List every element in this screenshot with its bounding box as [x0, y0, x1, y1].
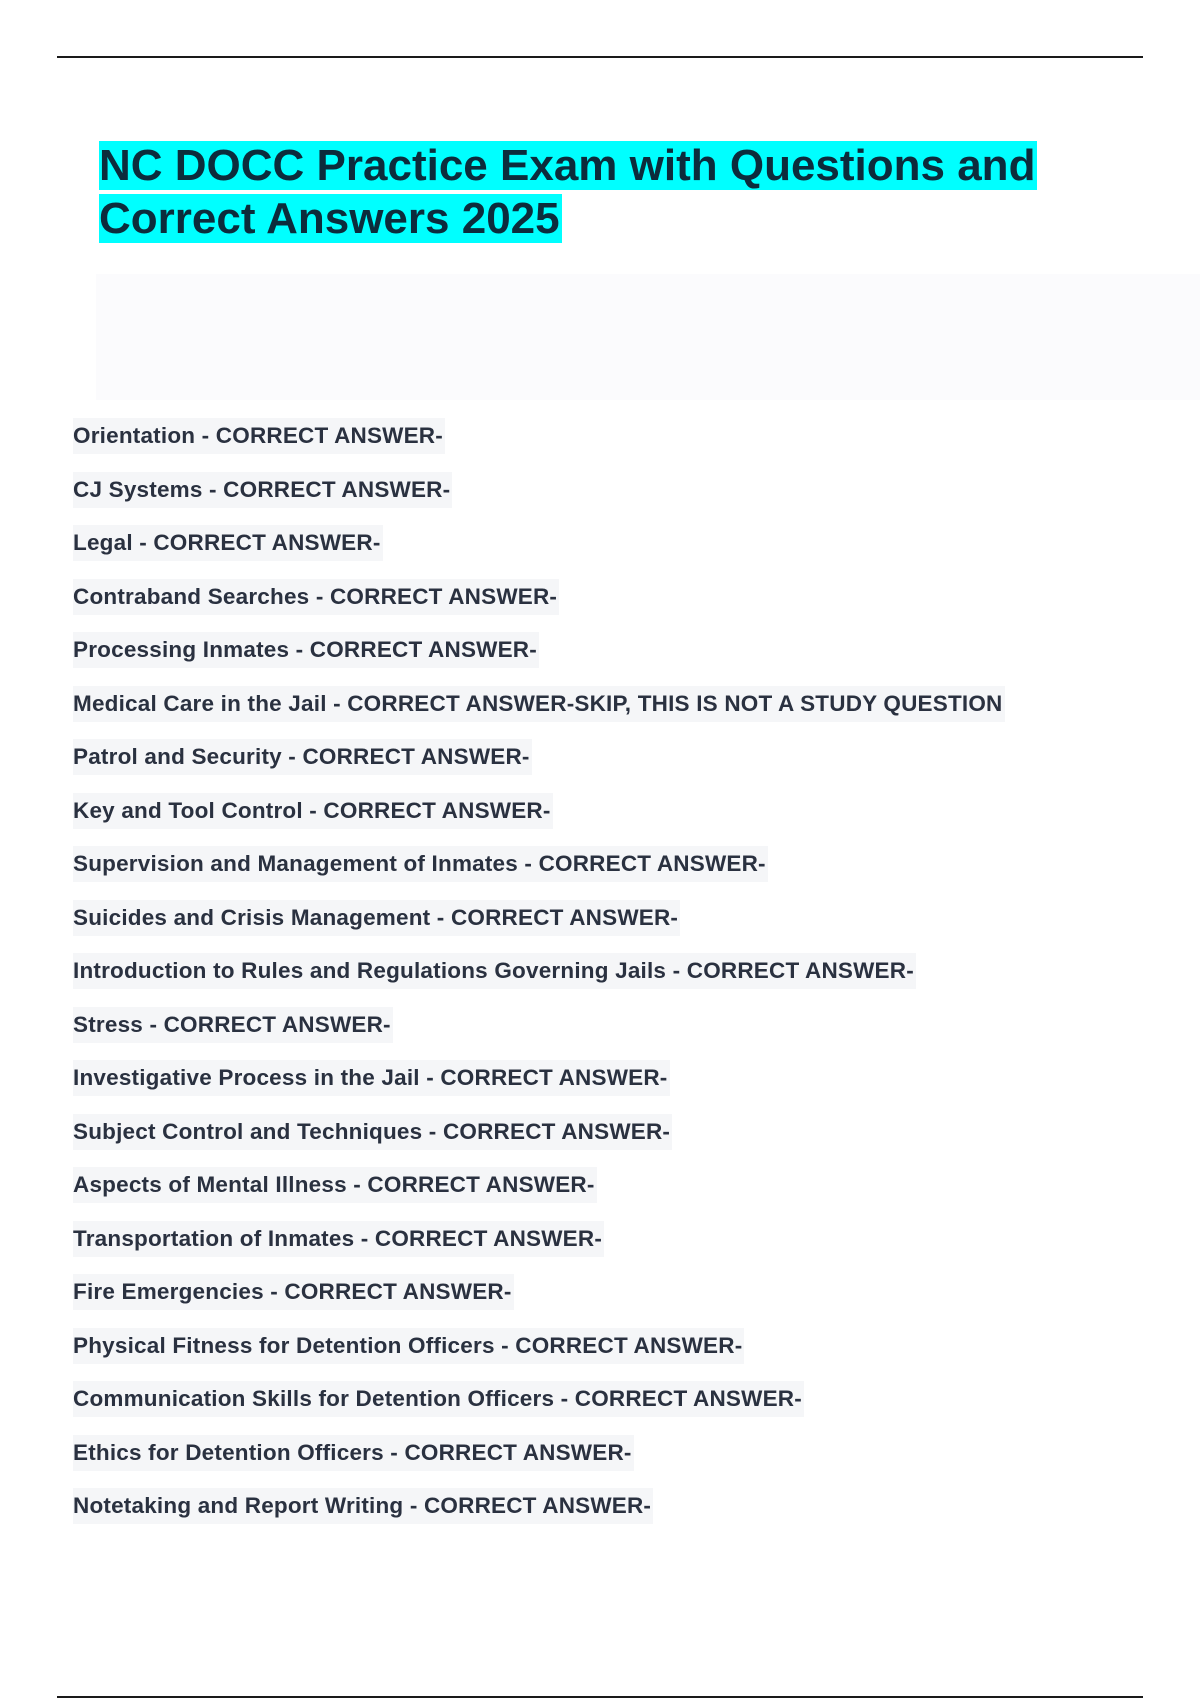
topic-item [73, 846, 1005, 900]
topic-text: Supervision and Management of Inmates - CORRECT ANSWER- [73, 846, 768, 882]
topic-item [73, 1167, 1005, 1221]
topic-item [73, 739, 1005, 793]
topic-text: Orientation - CORRECT ANSWER- [73, 418, 445, 454]
topic-item [73, 686, 1005, 740]
document-title [99, 139, 1099, 245]
header-rule [57, 56, 1143, 58]
topic-item [73, 1060, 1005, 1114]
topic-list [73, 418, 1005, 1542]
topic-text: Patrol and Security - CORRECT ANSWER- [73, 739, 532, 775]
topic-item [73, 525, 1005, 579]
topic-item [73, 1221, 1005, 1275]
topic-item [73, 1328, 1005, 1382]
topic-text: Introduction to Rules and Regulations Governing Jails - CORRECT ANSWER- [73, 953, 916, 989]
title-line-1: NC DOCC Practice Exam with Questions and [99, 141, 1036, 190]
topic-text: Physical Fitness for Detention Officers - CORRECT ANSWER- [73, 1328, 744, 1364]
topic-text: Investigative Process in the Jail - CORRECT ANSWER- [73, 1060, 670, 1096]
topic-text: Contraband Searches - CORRECT ANSWER- [73, 579, 559, 615]
topic-text: Communication Skills for Detention Officers - CORRECT ANSWER- [73, 1381, 804, 1417]
topic-text: Processing Inmates - CORRECT ANSWER- [73, 632, 539, 668]
title-line-2: Correct Answers 2025 [99, 194, 560, 243]
topic-item [73, 1435, 1005, 1489]
topic-item [73, 1488, 1005, 1542]
topic-item [73, 1274, 1005, 1328]
footer-rule [57, 1696, 1143, 1698]
topic-item [73, 1114, 1005, 1168]
topic-text: Subject Control and Techniques - CORRECT ANSWER- [73, 1114, 672, 1150]
topic-item [73, 793, 1005, 847]
topic-item [73, 579, 1005, 633]
topic-item [73, 1381, 1005, 1435]
topic-text: CJ Systems - CORRECT ANSWER- [73, 472, 452, 508]
topic-text: Ethics for Detention Officers - CORRECT ANSWER- [73, 1435, 634, 1471]
topic-text: Medical Care in the Jail - CORRECT ANSWER-SKIP, THIS IS NOT A STUDY QUESTION [73, 686, 1005, 722]
topic-text: Stress - CORRECT ANSWER- [73, 1007, 393, 1043]
topic-text: Fire Emergencies - CORRECT ANSWER- [73, 1274, 514, 1310]
topic-item [73, 1007, 1005, 1061]
topic-text: Aspects of Mental Illness - CORRECT ANSWER- [73, 1167, 597, 1203]
topic-item [73, 900, 1005, 954]
topic-text: Transportation of Inmates - CORRECT ANSWER- [73, 1221, 604, 1257]
topic-text: Key and Tool Control - CORRECT ANSWER- [73, 793, 553, 829]
topic-item [73, 472, 1005, 526]
topic-item [73, 632, 1005, 686]
topic-item [73, 953, 1005, 1007]
topic-text: Notetaking and Report Writing - CORRECT ANSWER- [73, 1488, 653, 1524]
intro-shaded-area [96, 274, 1200, 400]
topic-text: Legal - CORRECT ANSWER- [73, 525, 383, 561]
topic-item [73, 418, 1005, 472]
topic-text: Suicides and Crisis Management - CORRECT ANSWER- [73, 900, 680, 936]
